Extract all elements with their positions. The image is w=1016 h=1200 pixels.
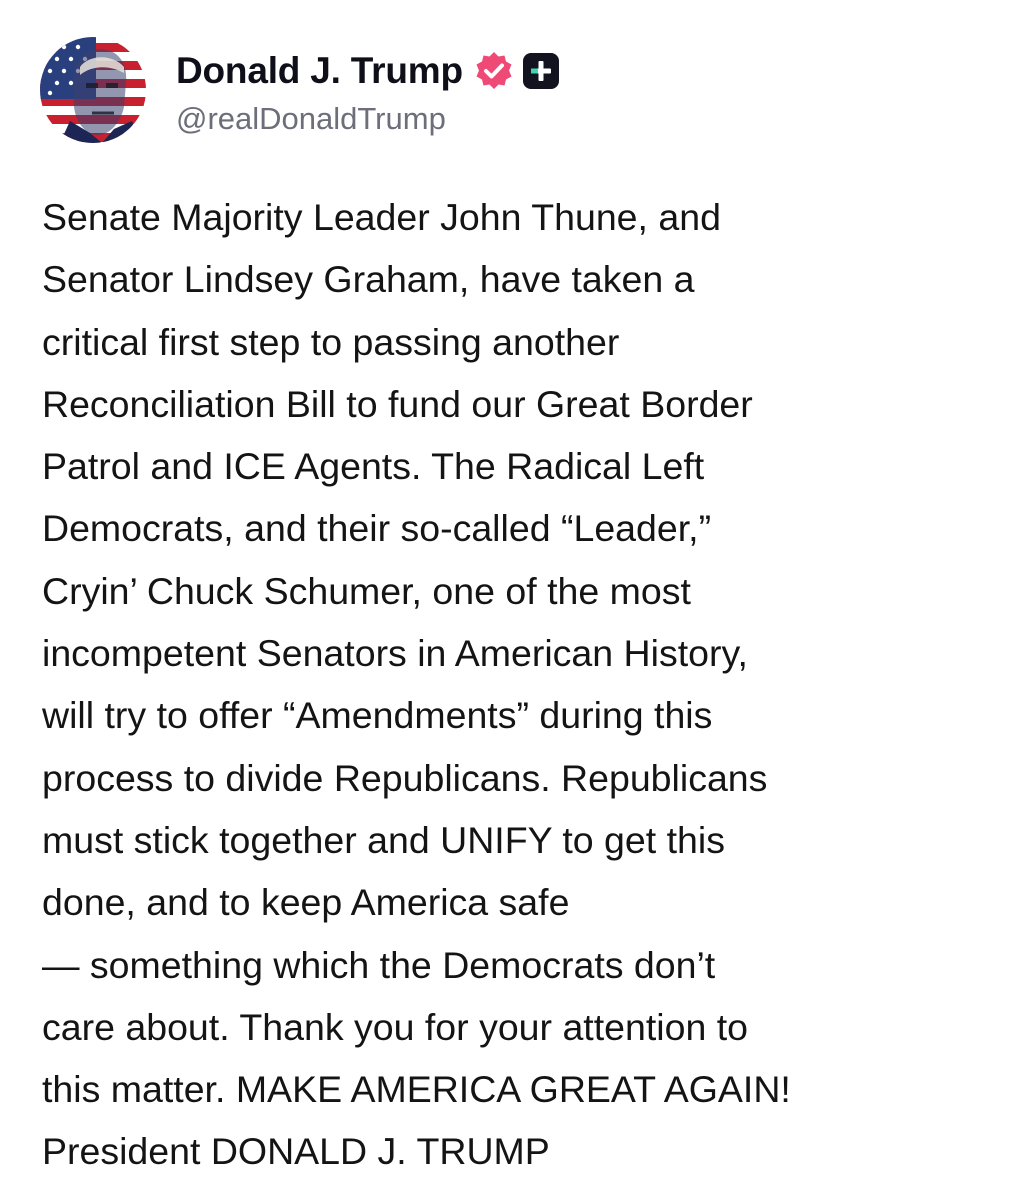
post-header [40, 36, 559, 144]
post-text-line: this matter. MAKE AMERICA GREAT AGAIN! [42, 1068, 791, 1111]
post-text-line: Democrats, and their so-called “Leader,” [42, 507, 712, 550]
name-row [176, 43, 559, 99]
author-handle[interactable]: @realDonaldTrump [176, 101, 446, 136]
post-body [42, 186, 982, 1183]
post-text-line: incompetent Senators in American History, [42, 632, 748, 675]
post-text-line: Patrol and ICE Agents. The Radical Left [42, 445, 705, 488]
post-text-line: President DONALD J. TRUMP [42, 1130, 550, 1173]
post-text-line: care about. Thank you for your attention to [42, 1005, 748, 1048]
post-text-line: done, and to keep America safe [42, 881, 570, 924]
post-text-line: Reconciliation Bill to fund our Great Border [42, 382, 753, 425]
post-text-line: Senate Majority Leader John Thune, and [42, 196, 721, 238]
plus-icon [530, 60, 552, 82]
avatar[interactable] [40, 37, 146, 143]
author-display-name[interactable]: Donald J. Trump [176, 50, 463, 91]
flag-portrait-icon [40, 37, 146, 143]
post-text-line: must stick together and UNIFY to get this [42, 818, 725, 861]
post-text-line: critical first step to passing another [42, 320, 620, 363]
author-identity [176, 43, 559, 137]
verified-icon [473, 50, 515, 92]
post-text-line: Senator Lindsey Graham, have taken a [42, 258, 695, 301]
post-text-line: will try to offer “Amendments” during this [42, 694, 713, 737]
post-text-line: Cryin’ Chuck Schumer, one of the most [42, 569, 691, 612]
post-text-line: process to divide Republicans. Republicans [42, 756, 768, 799]
plus-badge-icon [523, 53, 559, 89]
post-text-line: — something which the Democrats don’t [42, 943, 716, 986]
